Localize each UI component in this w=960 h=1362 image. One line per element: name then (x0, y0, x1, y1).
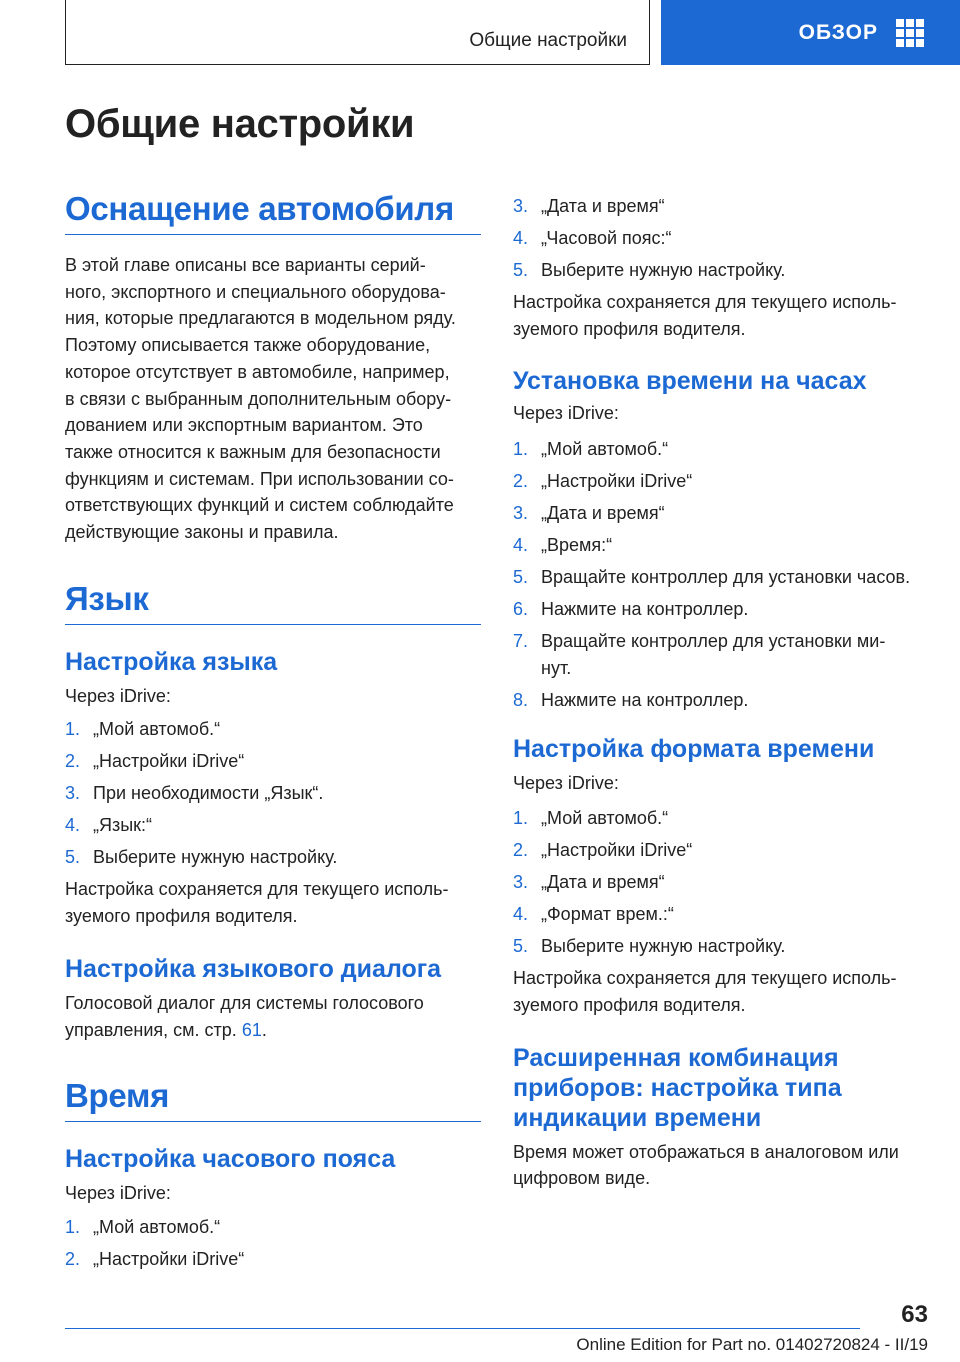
list-item: 6. Нажмите на контроллер. (513, 599, 749, 620)
list-item: 3. „Дата и время“ (513, 196, 665, 216)
footer-divider (65, 1328, 860, 1329)
format-intro: Через iDrive: (513, 772, 619, 793)
cluster-title: Расширенная комбинация приборов: настройка типа индикации времени (513, 1043, 842, 1132)
list-item: 1. „Мой автомоб.“ (65, 1216, 221, 1237)
list-item: 2. „Настройки iDrive“ (65, 1248, 245, 1269)
header-section-title: Общие настройки (469, 30, 627, 51)
language-note: Настройка сохраняется для текущего исполь- зуемого профиля водителя. (65, 879, 449, 927)
list-item: 3. „Дата и время“ (513, 872, 665, 893)
timezone-title: Настройка часового пояса (65, 1145, 396, 1174)
language-heading: Язык (65, 580, 481, 625)
language-setting-title: Настройка языка (65, 647, 278, 676)
overview-tab[interactable] (661, 0, 960, 65)
language-intro: Через iDrive: (65, 685, 171, 706)
format-title: Настройка формата времени (513, 734, 875, 763)
equipment-heading: Оснащение автомобиля (65, 190, 481, 235)
list-item: 4. „Часовой пояс:“ (513, 228, 672, 248)
page-number: 63 (901, 1301, 928, 1328)
voice-dialog-text: Голосовой диалог для системы голосового управления, см. стр. 61. (65, 992, 424, 1040)
format-note: Настройка сохраняется для текущего исполь- зуемого профиля водителя. (513, 968, 897, 1015)
list-item: 1. „Мой автомоб.“ (513, 439, 669, 460)
list-item: 4. „Время:“ (513, 535, 613, 556)
right-column (513, 193, 929, 1192)
list-item: 5. Выберите нужную настройку. (65, 847, 338, 868)
list-item: 3. „Дата и время“ (513, 503, 665, 524)
list-item: 5. Вращайте контроллер для установки часов. (513, 567, 911, 588)
list-item: 2. „Настройки iDrive“ (65, 751, 245, 772)
equipment-text: В этой главе описаны все варианты серий- ного, экспортного и специального оборудова- ния, которые предлагаются в модельном ряду. Поэтому описывается также оборудование, которое отсутствует в автомобиле, например, в связи с выбранным дополнительным обору- дованием или экспортным вариантом. Это также относится к важным для безопасности функциям и системам. При использовании со- ответствующих функций и систем соблюдайте действующие законы и правила. (65, 255, 456, 543)
clock-steps (513, 436, 929, 713)
footer-edition: Online Edition for Part no. 01402720824 - II/19 (576, 1335, 928, 1354)
list-item: 5. Выберите нужную настройку. (513, 936, 786, 957)
timezone-note: Настройка сохраняется для текущего исполь- зуемого профиля водителя. (513, 292, 897, 339)
list-item: 5. Выберите нужную настройку. (513, 260, 786, 280)
header-section-box (65, 0, 650, 65)
page-title: Общие настройки (65, 102, 415, 146)
clock-title: Установка времени на часах (513, 367, 867, 396)
list-item: 2. „Настройки iDrive“ (513, 471, 693, 492)
list-item: 4. „Формат врем.:“ (513, 904, 674, 925)
grid-icon (896, 19, 924, 47)
left-column (65, 190, 481, 1278)
page-link[interactable]: 61 (241, 1019, 262, 1040)
timezone-steps-cont (513, 193, 929, 284)
list-item: 2. „Настройки iDrive“ (513, 840, 693, 861)
list-item: 3. При необходимости „Язык“. (65, 783, 324, 804)
list-item: 4. „Язык:“ (65, 815, 153, 836)
list-item: 1. „Мой автомоб.“ (65, 719, 221, 740)
voice-dialog-title: Настройка языкового диалога (65, 954, 442, 983)
overview-tab-label: ОБЗОР (798, 20, 878, 44)
list-item: 8. Нажмите на контроллер. (513, 689, 749, 710)
timezone-steps (65, 1214, 481, 1273)
list-item: 7. Вращайте контроллер для установки ми- нут. (513, 631, 886, 678)
list-item: 1. „Мой автомоб.“ (513, 808, 669, 829)
format-steps (513, 805, 929, 960)
language-steps (65, 716, 481, 871)
timezone-intro: Через iDrive: (65, 1183, 171, 1204)
clock-intro: Через iDrive: (513, 403, 619, 424)
time-heading: Время (65, 1077, 481, 1122)
cluster-text: Время может отображаться в аналоговом или цифровом виде. (513, 1141, 899, 1189)
